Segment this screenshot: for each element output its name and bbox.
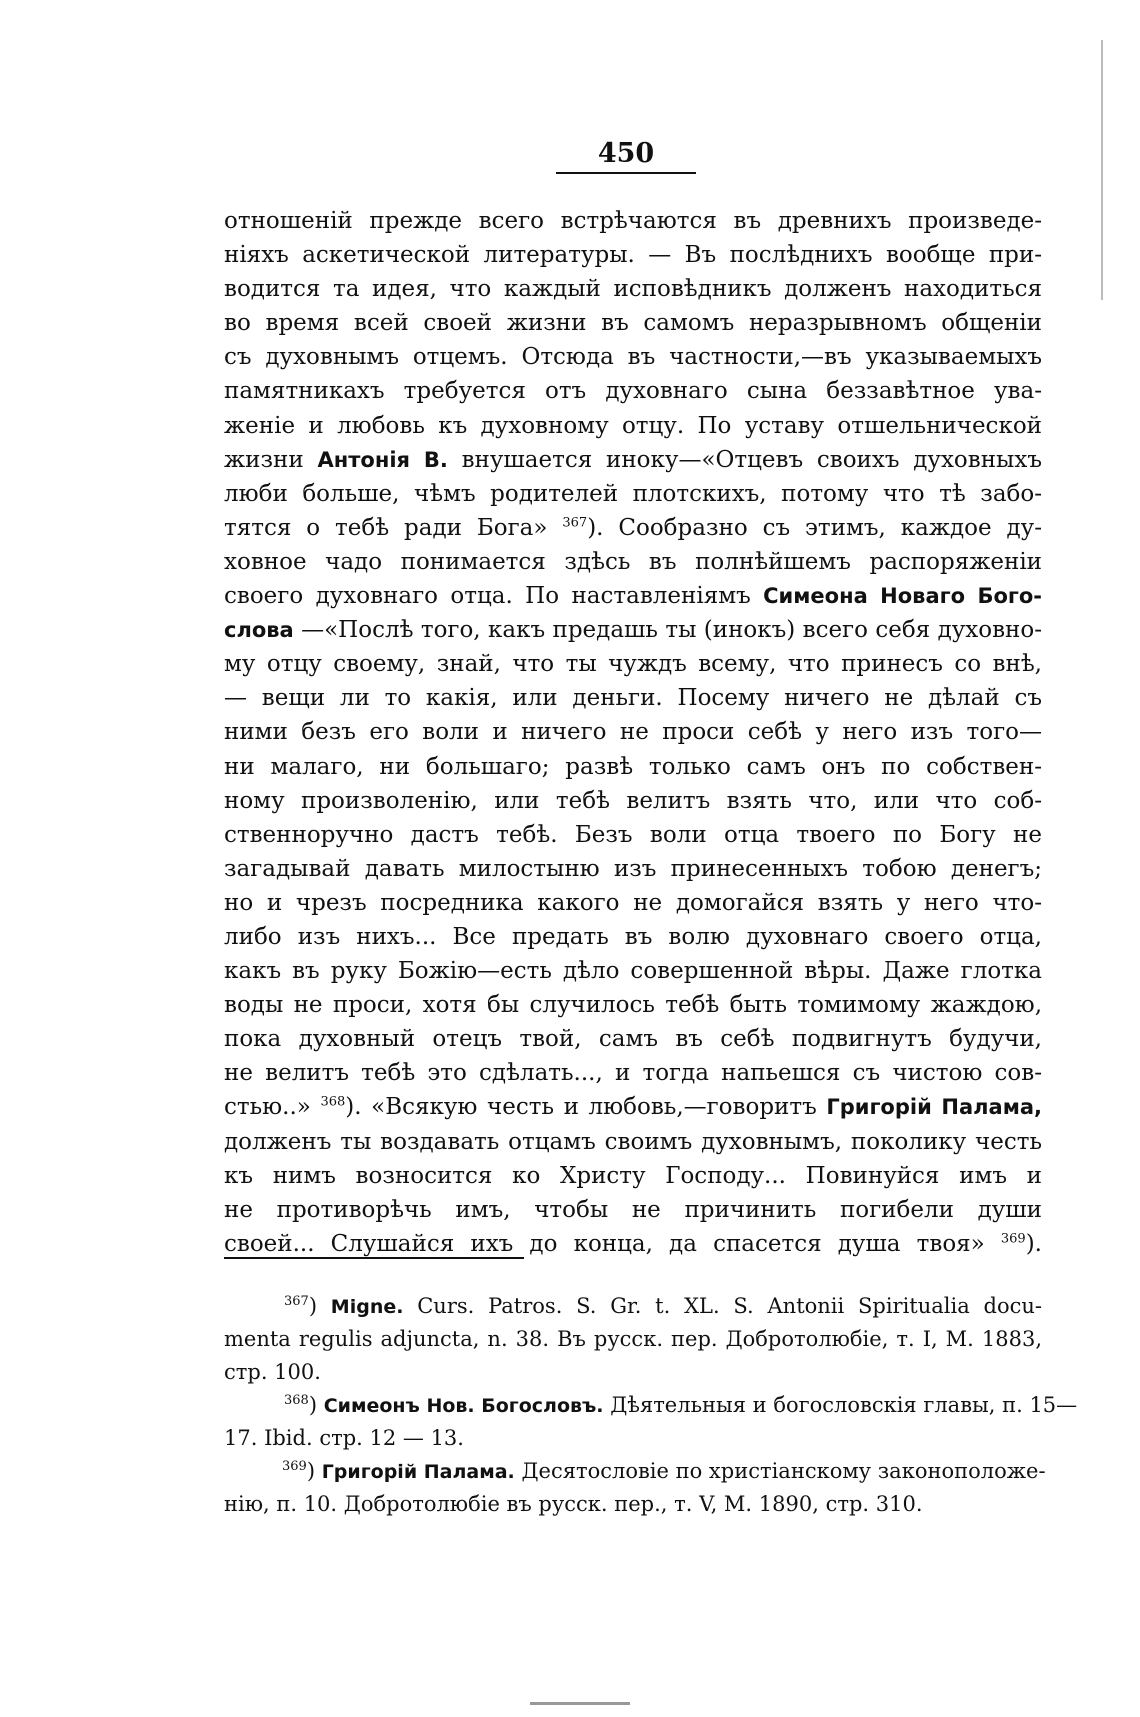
text-line (224, 1159, 1042, 1193)
text-run: люби больше, чѣмъ родителей плотскихъ, потому что тѣ забо- (224, 480, 1042, 507)
footnote-367-line (224, 1323, 1042, 1356)
text-line (224, 1090, 1042, 1124)
text-run: ственноручно дастъ тебѣ. Безъ воли отца твоего по Богу не (224, 821, 1042, 848)
text-line (224, 579, 1042, 613)
text-run: съ духовнымъ отцемъ. Отсюда въ частности,—въ указываемыхъ (224, 344, 1042, 371)
text-run: ни малаго, ни большаго; развѣ только самъ онъ по собствен- (224, 753, 1042, 780)
text-run: ховное чадо понимается здѣсь въ полнѣйшемъ распоряженіи (224, 548, 1042, 575)
text-line (224, 954, 1042, 988)
footnote-ref[interactable]: 369 (1000, 1231, 1026, 1247)
text-line (224, 409, 1042, 443)
footnote-369: $^{369}$) Григорій Палама. Десятословіе по христіанскому законоположе- (282, 1459, 1046, 1483)
text-line (224, 988, 1042, 1022)
text-run: ). Сообразно съ этимъ, каждое ду- (587, 514, 1042, 541)
text-run: —«Послѣ того, какъ предашь ты (инокъ) всего себя духовно- (293, 617, 1042, 644)
footnotes (224, 1290, 1078, 1521)
text-run: своей... Слушайся ихъ до конца, да спасется душа твоя» (224, 1230, 1001, 1257)
text-run: стью..» (224, 1094, 321, 1121)
text-line (224, 204, 1042, 238)
text-run: какъ въ руку Божію—есть дѣло совершенной вѣры. Даже глотка (224, 958, 1042, 985)
footnote-368: $^{368}$) Симеонъ Нов. Богословъ. Дѣятельныя и богословскія главы, п. 15— (284, 1393, 1078, 1417)
text-line (224, 647, 1042, 681)
text-line (224, 306, 1042, 340)
text-line (224, 1193, 1042, 1227)
text-run: но и чрезъ посредника какого не домогайся взять у него что- (224, 889, 1042, 916)
text-line (224, 784, 1042, 818)
footnote-author: Григорій Палама. (321, 1461, 515, 1483)
footnote-marker: 369 (282, 1459, 307, 1474)
footnote-369-line (224, 1488, 1042, 1521)
text-line (224, 272, 1042, 306)
text-run: воды не проси, хотя бы случилось тебѣ быть томимому жаждою, (224, 992, 1042, 1019)
text-run: водится та идея, что каждый исповѣдникъ долженъ находиться (224, 276, 1042, 303)
text-run: ). (1025, 1230, 1042, 1257)
text-line (224, 477, 1042, 511)
text-line (224, 681, 1042, 715)
text-line (224, 886, 1042, 920)
text-run: — вещи ли то какія, или деньги. Посему ничего не дѣлай съ (224, 685, 1042, 712)
text-line (224, 374, 1042, 408)
text-run: къ нимъ возносится ко Христу Господу... Повинуйся имъ и (224, 1162, 1042, 1189)
text-run: му отцу своему, знай, что ты чуждъ всему, что принесъ со внѣ, (224, 651, 1042, 678)
text-run: ному произволенію, или тебѣ велитъ взять что, или что соб- (224, 787, 1042, 814)
text-run: отношеній прежде всего встрѣчаются въ древнихъ произведе- (224, 208, 1042, 234)
footnote-367: $^{367}$) Migne. Curs. Patros. S. Gr. t. XL. S. Antonii Spiritualia docu- (284, 1294, 1042, 1318)
text-run: во время всей своей жизни въ самомъ неразрывномъ общеніи (224, 310, 1042, 337)
footnote-text: Curs. Patros. S. Gr. t. XL. S. Antonii Spiritualia docu- (403, 1294, 1042, 1318)
text-run: долженъ ты воздавать отцамъ своимъ духовнымъ, поколику честь (224, 1128, 1042, 1155)
footnote-author: Migne. (330, 1296, 404, 1318)
text-run: своего духовнаго отца. По наставленіямъ (224, 583, 764, 610)
footnote-text: menta regulis adjuncta, n. 38. Въ русск. пер. Добротолюбіе, т. I, М. 1883, (224, 1327, 1042, 1351)
footnote-368-line (224, 1422, 1042, 1455)
text-line (224, 1227, 1042, 1261)
text-run: не противорѣчь имъ, чтобы не причинить погибели души (224, 1196, 1042, 1223)
author-name: Антонія В. (317, 447, 448, 472)
text-line (224, 852, 1042, 886)
text-line (224, 1056, 1042, 1090)
author-name: Григорій Палама, (826, 1095, 1043, 1120)
scan-margin-line (1101, 40, 1103, 300)
text-line (224, 340, 1042, 374)
footnote-text: Десятословіе по христіанскому законоположе- (514, 1459, 1046, 1483)
footnote-marker: 368 (284, 1393, 309, 1408)
footnote-367-line (224, 1356, 1042, 1389)
scan-bottom-mark (530, 1702, 630, 1705)
text-run: ). «Всякую честь и любовь,—говоритъ (345, 1094, 827, 1121)
text-line (224, 818, 1042, 852)
text-run: пока духовный отецъ твой, самъ въ себѣ подвигнутъ будучи, (224, 1026, 1042, 1053)
body-text (224, 204, 1042, 1261)
text-line (224, 511, 1042, 545)
footnote-separator (224, 1257, 524, 1259)
text-line (224, 1022, 1042, 1056)
footnote-ref[interactable]: 368 (320, 1094, 346, 1110)
text-line (224, 545, 1042, 579)
text-run: женіе и любовь къ духовному отцу. По уставу отшельнической (224, 412, 1042, 439)
text-run: памятникахъ требуется отъ духовнаго сына беззавѣтное ува- (224, 378, 1042, 405)
text-run: тятся о тебѣ ради Бога» (224, 514, 563, 541)
text-line (224, 1125, 1042, 1159)
footnote-text: 17. Ibid. стр. 12 — 13. (224, 1426, 464, 1450)
text-line (224, 443, 1042, 477)
text-run: не велитъ тебѣ это сдѣлать..., и тогда напьешся съ чистою сов- (224, 1060, 1042, 1087)
footnote-text: Дѣятельныя и богословскія главы, п. 15— (603, 1393, 1078, 1417)
text-line (224, 238, 1042, 272)
footnote-ref[interactable]: 367 (562, 515, 588, 531)
text-line (224, 715, 1042, 749)
text-line (224, 613, 1042, 647)
footnote-author: Симеонъ Нов. Богословъ. (323, 1395, 604, 1417)
text-run: жизни (224, 446, 318, 473)
text-run: ними безъ его воли и ничего не проси себѣ у него изъ того— (224, 719, 1042, 746)
text-line (224, 750, 1042, 784)
text-run: загадывай давать милостыню изъ принесенныхъ тобою денегъ; (224, 855, 1042, 882)
page-number: 450 (597, 138, 655, 169)
text-run: внушается иноку—«Отцевъ своихъ духовныхъ (447, 446, 1042, 473)
page-number-rule (556, 172, 696, 174)
footnote-text: стр. 100. (224, 1360, 321, 1384)
text-run: либо изъ нихъ... Все предать въ волю духовнаго своего отца, (224, 923, 1042, 950)
author-name: Симеона Новаго Бого- (763, 584, 1042, 609)
footnote-marker: 367 (284, 1294, 309, 1309)
author-name: слова (224, 618, 294, 643)
text-line (224, 920, 1042, 954)
text-run: ніяхъ аскетической литературы. — Въ послѣднихъ вообще при- (224, 242, 1042, 269)
footnote-text: нію, п. 10. Добротолюбіе въ русск. пер., т. V, М. 1890, стр. 310. (224, 1492, 923, 1516)
